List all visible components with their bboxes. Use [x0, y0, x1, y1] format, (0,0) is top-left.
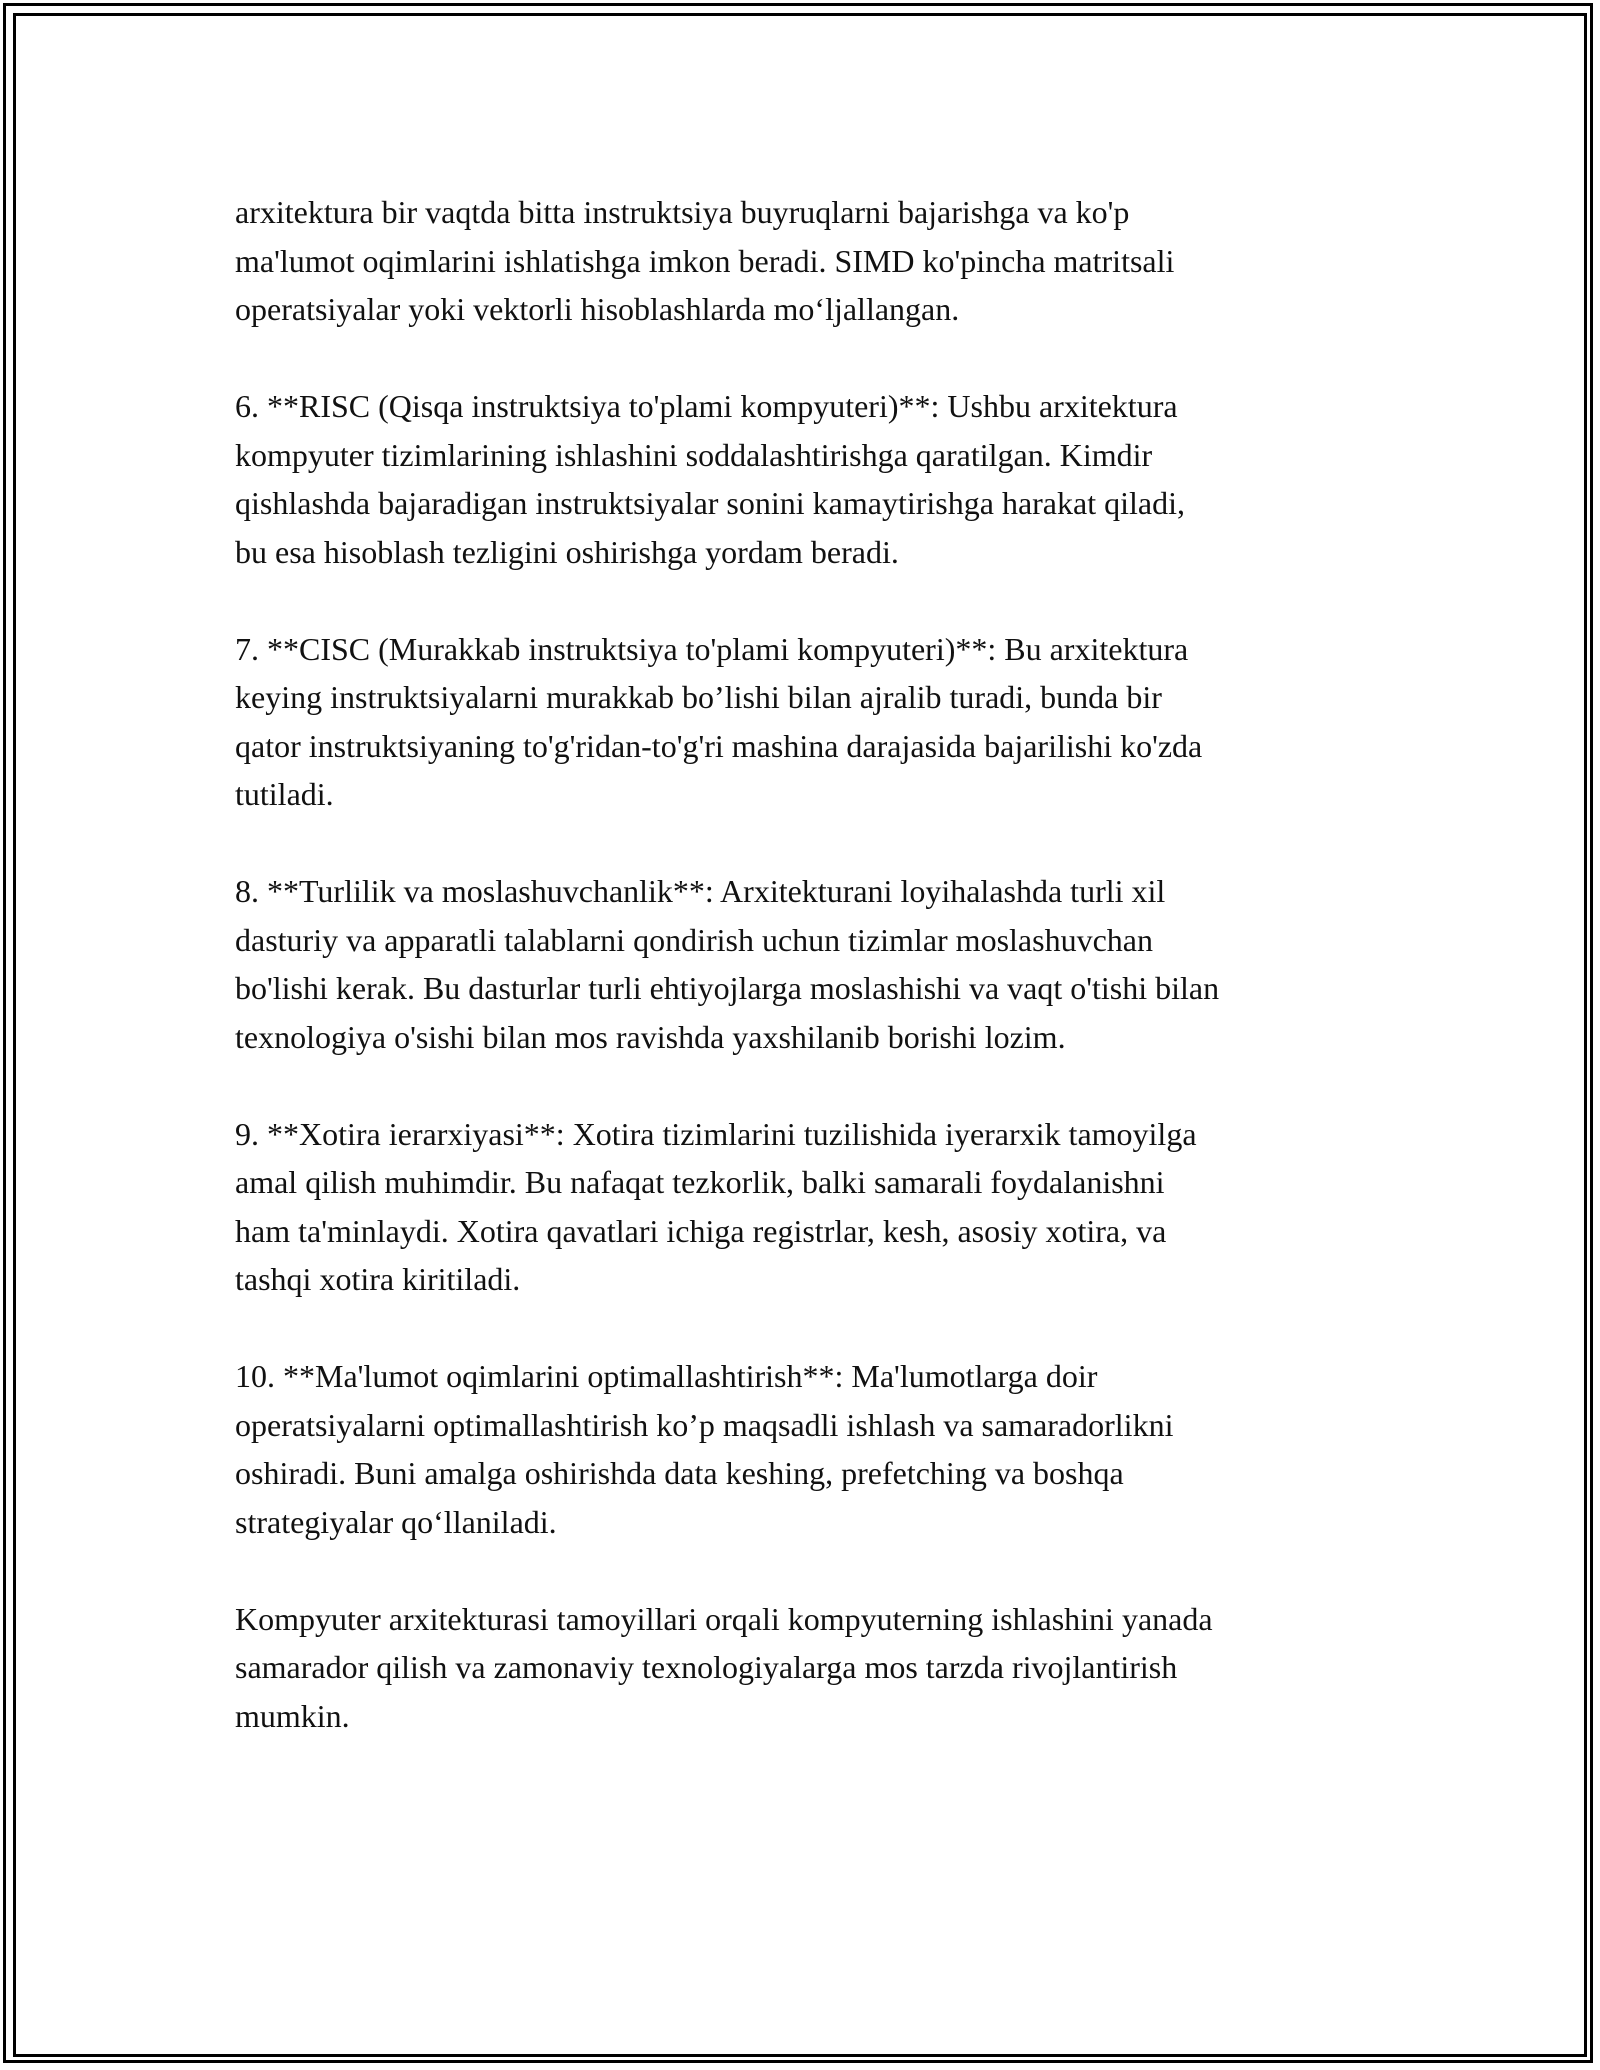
text-line: mumkin. — [235, 1697, 350, 1734]
paragraph-cisc — [235, 625, 1385, 819]
text-line: bo'lishi kerak. Bu dasturlar turli ehtiyojlarga moslashishi va vaqt o'tishi bilan — [235, 970, 1220, 1006]
text-line: Kompyuter arxitekturasi tamoyillari orqali kompyuterning ishlashini yanada — [235, 1600, 1213, 1637]
text-line: 7. **CISC (Murakkab instruktsiya to'plami kompyuteri)**: Bu arxitektura — [235, 630, 1189, 667]
text-line: tashqi xotira kiritiladi. — [235, 1261, 521, 1297]
text-line: qishlashda bajaradigan instruktsiyalar sonini kamaytirishga harakat qiladi, — [235, 485, 1185, 521]
paragraph-risc — [235, 382, 1385, 576]
text-line: 6. **RISC (Qisqa instruktsiya to'plami kompyuteri)**: Ushbu arxitektura — [235, 388, 1178, 424]
text-line: qator instruktsiyaning to'g'ridan-to'g'ri mashina darajasida bajarilishi ko'zda — [235, 727, 1203, 764]
text-line: keying instruktsiyalarni murakkab bo’lishi bilan ajralib turadi, bunda bir — [235, 679, 1162, 715]
text-line: amal qilish muhimdir. Bu nafaqat tezkorlik, balki samarali foydalanishni — [235, 1164, 1165, 1200]
text-line: oshiradi. Buni amalga oshirishda data keshing, prefetching va boshqa — [235, 1455, 1124, 1491]
text-line: dasturiy va apparatli talablarni qondirish uchun tizimlar moslashuvchan — [235, 921, 1153, 958]
text-line: 9. **Xotira ierarxiyasi**: Xotira tizimlarini tuzilishida iyerarxik tamoyilga — [235, 1115, 1197, 1152]
paragraph-data-flow — [235, 1352, 1385, 1546]
text-line: ham ta'minlaydi. Xotira qavatlari ichiga registrlar, kesh, asosiy xotira, va — [235, 1212, 1167, 1249]
text-line: texnologiya o'sishi bilan mos ravishda yaxshilanib borishi lozim. — [235, 1018, 1066, 1055]
paragraph-flexibility — [235, 867, 1385, 1061]
paragraph-memory-hierarchy — [235, 1110, 1385, 1304]
text-line: ma'lumot oqimlarini ishlatishga imkon beradi. SIMD ko'pincha matritsali — [235, 242, 1175, 279]
text-line: 8. **Turlilik va moslashuvchanlik**: Arxitekturani loyihalashda turli xil — [235, 873, 1166, 909]
text-line: operatsiyalarni optimallashtirish ko’p maqsadli ishlash va samaradorlikni — [235, 1406, 1174, 1443]
paragraph-conclusion — [235, 1595, 1385, 1741]
text-line: bu esa hisoblash tezligini oshirishga yordam beradi. — [235, 533, 899, 570]
text-line: 10. **Ma'lumot oqimlarini optimallashtirish**: Ma'lumotlarga doir — [235, 1358, 1098, 1394]
document-body — [235, 188, 1385, 1789]
text-line: samarador qilish va zamonaviy texnologiyalarga mos tarzda rivojlantirish — [235, 1649, 1178, 1685]
text-line: operatsiyalar yoki vektorli hisoblashlarda mo‘ljallangan. — [235, 291, 960, 327]
text-line: kompyuter tizimlarining ishlashini soddalashtirishga qaratilgan. Kimdir — [235, 436, 1153, 473]
text-line: tutiladi. — [235, 776, 334, 812]
text-line: strategiyalar qo‘llaniladi. — [235, 1503, 557, 1540]
paragraph-simd-continued — [235, 188, 1385, 334]
text-line: arxitektura bir vaqtda bitta instruktsiya buyruqlarni bajarishga va ko'p — [235, 194, 1130, 230]
